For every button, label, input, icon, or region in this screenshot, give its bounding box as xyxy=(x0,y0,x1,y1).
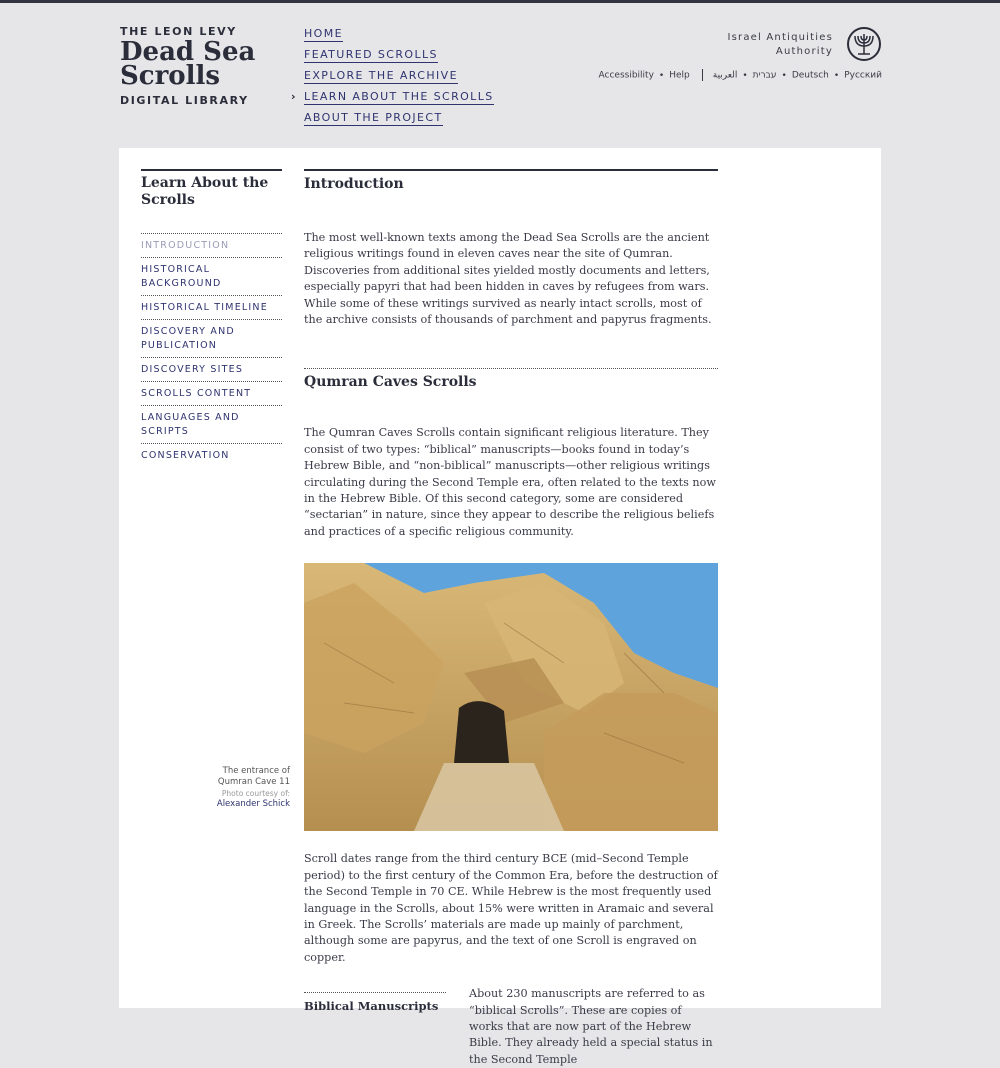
section-sidebar xyxy=(141,169,282,467)
sidebar-item-scrolls-content[interactable]: SCROLLS CONTENT xyxy=(141,382,282,406)
photo-credit-label: Photo courtesy of: xyxy=(221,789,290,798)
utility-links xyxy=(599,69,882,81)
cave-photo xyxy=(304,563,718,831)
dates-paragraph: Scroll dates range from the third century BCE (mid–Second Temple period) to the first century of the Common Era, before the destruction of the Second Temple in 70 CE. While Hebrew is the most frequently used language in the Scrolls, about 15% were written in Aramaic and several in Greek. The Scrolls’ materials are made up mainly of parchment, although some are papyrus, and the text of one Scroll is engraved on copper. xyxy=(304,852,718,964)
bullet-separator: • xyxy=(833,70,840,81)
cave-opening xyxy=(454,701,509,763)
intro-paragraph: The most well-known texts among the Dead Sea Scrolls are the ancient religious writings found in eleven caves near the site of Qumran. Discoveries from additional sites yielded mostly documents and letters, especially papyri that had been hidden in caves by refugees from wars. While some of these writings survived as nearly intact scrolls, most of the archive consists of thousands of parchment and papyrus fragments. xyxy=(304,231,712,327)
bullet-separator: • xyxy=(781,70,787,81)
nav-learn-label[interactable]: LEARN ABOUT THE SCROLLS xyxy=(304,90,494,103)
sidebar-nav xyxy=(141,233,282,467)
bullet-separator: • xyxy=(742,70,748,81)
site-logo[interactable] xyxy=(120,25,255,107)
lang-hebrew-link[interactable]: עברית xyxy=(752,70,777,81)
nav-home[interactable] xyxy=(304,23,494,44)
vertical-divider xyxy=(702,69,703,81)
help-link[interactable]: Help xyxy=(669,70,690,81)
intro-heading: Introduction xyxy=(304,169,718,194)
main-nav xyxy=(291,23,494,128)
content-panel xyxy=(119,148,881,1066)
nav-explore-archive[interactable] xyxy=(304,65,494,86)
accessibility-link[interactable]: Accessibility xyxy=(598,70,654,81)
nav-home-label[interactable]: HOME xyxy=(304,27,343,40)
logo-pretitle: THE LEON LEVY xyxy=(120,25,237,38)
lang-arabic-link[interactable]: العربية xyxy=(712,70,738,81)
nav-featured-scrolls[interactable] xyxy=(304,44,494,65)
sidebar-item-discovery-sites[interactable]: DISCOVERY SITES xyxy=(141,358,282,382)
sidebar-item-historical-background[interactable]: HISTORICAL BACKGROUND xyxy=(141,258,282,296)
sidebar-title: Learn About the Scrolls xyxy=(141,169,282,209)
nav-about-project[interactable] xyxy=(304,107,494,128)
logo-title-line1: Dead Sea xyxy=(120,37,256,67)
photo-caption xyxy=(200,766,290,810)
nav-learn-about-scrolls[interactable] xyxy=(291,86,494,107)
sidebar-item-historical-timeline[interactable]: HISTORICAL TIMELINE xyxy=(141,296,282,320)
iaa-logo[interactable] xyxy=(652,27,882,67)
nav-featured-label[interactable]: FEATURED SCROLLS xyxy=(304,48,438,61)
nav-explore-label[interactable]: EXPLORE THE ARCHIVE xyxy=(304,69,458,82)
lang-russian-link[interactable]: Русский xyxy=(844,70,882,81)
biblical-section xyxy=(304,987,718,1066)
iaa-name-line2: Authority xyxy=(775,46,833,57)
article xyxy=(304,169,718,1066)
menorah-emblem-icon xyxy=(846,27,882,61)
caption-line1: The entrance of xyxy=(222,766,290,776)
sidebar-item-languages-scripts[interactable]: LANGUAGES AND SCRIPTS xyxy=(141,406,282,444)
logo-title-line2: Scrolls xyxy=(120,61,221,91)
qumran-heading: Qumran Caves Scrolls xyxy=(304,374,477,391)
caption-line2: Qumran Cave 11 xyxy=(217,777,290,787)
qumran-paragraph: The Qumran Caves Scrolls contain significant religious literature. They consist of two types: “biblical” manuscripts—books found in today’s Hebrew Bible, and “non-biblical” manuscripts—other religious writings circulating during the Second Temple era, often related to the texts now in the Hebrew Bible. Of this second category, some are considered “sectarian” in nature, since they appear to describe the religious beliefs and practices of a specific religious community. xyxy=(304,426,716,538)
iaa-name xyxy=(693,31,833,59)
qumran-section xyxy=(304,368,718,540)
sidebar-item-introduction[interactable]: INTRODUCTION xyxy=(141,234,282,258)
photo-credit-link[interactable]: Alexander Schick xyxy=(216,799,290,809)
lang-german-link[interactable]: Deutsch xyxy=(791,70,829,81)
nav-about-label[interactable]: ABOUT THE PROJECT xyxy=(304,111,443,124)
bullet-separator: • xyxy=(658,70,665,81)
logo-subtitle: DIGITAL LIBRARY xyxy=(120,94,249,107)
sidebar-item-discovery-publication[interactable]: DISCOVERY AND PUBLICATION xyxy=(141,320,282,358)
sidebar-item-conservation[interactable]: CONSERVATION xyxy=(141,450,230,461)
current-page-chevron-icon: › xyxy=(291,90,297,103)
logo-title xyxy=(120,37,256,91)
biblical-heading: Biblical Manuscripts xyxy=(304,992,446,1013)
qumran-cave-image xyxy=(304,563,718,831)
biblical-paragraph: About 230 manuscripts are referred to as “biblical Scrolls”. These are copies of works that are now part of the Hebrew Bible. They already held a special status in the Second Temple xyxy=(469,987,713,1066)
iaa-name-line1: Israel Antiquities xyxy=(727,32,833,43)
